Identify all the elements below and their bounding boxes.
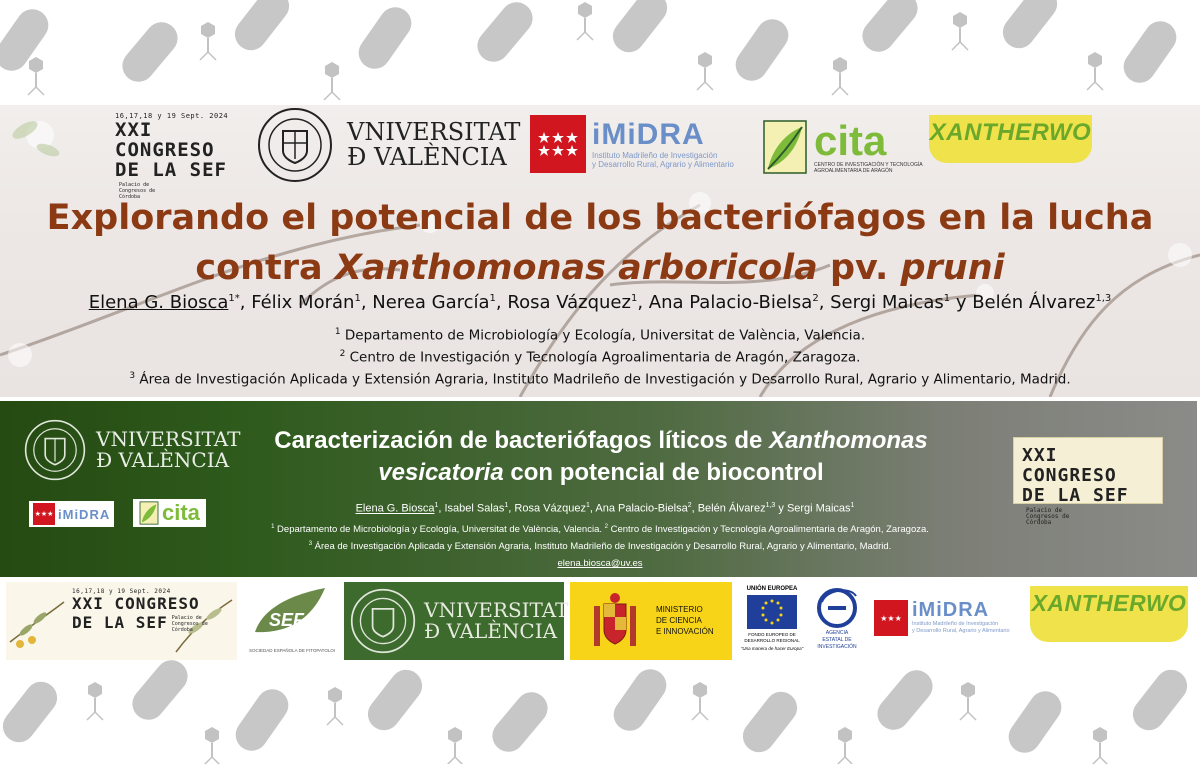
- poster1-affiliation-2: $^2$ Centro de Investigación y Tecnología Agroalimentaria de Aragón, Zaragoza.: [339, 349, 861, 366]
- author-maicas: , Sergi Maicas: [818, 292, 944, 313]
- imidra-desc1: Instituto Madrileño de Investigación: [592, 151, 718, 160]
- pathovar-name: pruni: [900, 248, 1005, 288]
- author-maicas: y Sergi Maicas: [775, 502, 851, 515]
- congreso-subtitle: Palacio de Congresos de Córdoba: [119, 181, 156, 200]
- author-vazquez: , Rosa Vázquez: [508, 502, 586, 515]
- imidra-name: iMiDRA: [592, 118, 705, 151]
- uv-line2: Ð VALÈNCIA: [347, 143, 507, 171]
- cita-desc1: CENTRO DE INVESTIGACIÓN Y TECNOLOGÍA: [814, 162, 923, 168]
- cita-name: cita: [162, 500, 200, 525]
- poster2-title-line2: vesicatoria con potencial de biocontrol: [378, 459, 824, 486]
- strip-uv-logo: [344, 582, 569, 660]
- congreso-line2: DE LA SEF: [115, 159, 227, 181]
- strip-congreso-logo: [6, 582, 237, 660]
- ue-fondo-line2: DESARROLLO REGIONAL: [744, 638, 800, 643]
- poster2-title-line1: Caracterización de bacteriófagos líticos de Xanthomonas: [274, 427, 928, 454]
- cita-desc2: AGROALIMENTARIA DE ARAGÓN: [814, 168, 893, 174]
- cita-logo-small: [133, 499, 206, 527]
- poster2-affiliation-line2: $^3$ Área de Investigación Aplicada y Extensión Agraria, Instituto Madrileño de Investigación y Desarrollo Rural, Agrario y Alimentario, Madrid.: [308, 541, 892, 553]
- strip-union-europea-logo: [738, 582, 806, 660]
- congreso-line2: DE LA SEF: [1022, 485, 1129, 506]
- imidra-logo: [530, 115, 734, 173]
- poster1-affiliation-1: $^1$ Departamento de Microbiología y Ecología, Universitat de València, Valencia.: [334, 327, 866, 344]
- strip-agencia-investigacion-logo: [810, 582, 864, 660]
- congreso-subtitle: Palacio de Congresos de Córdoba: [171, 614, 208, 633]
- strip-sef-logo: [245, 582, 335, 660]
- cita-name: cita: [814, 117, 887, 164]
- ue-fondo-line1: FONDO EUROPEO DE: [748, 632, 796, 637]
- congreso-sef-logo: [115, 112, 245, 200]
- imidra-name: iMiDRA: [58, 506, 111, 522]
- poster1-title-line1: Explorando el potencial de los bacteriófagos en la lucha: [46, 198, 1154, 238]
- madrid-stars-icon: [538, 130, 578, 158]
- ministerio-line1: MINISTERIO: [656, 605, 703, 614]
- cita-logo: [762, 119, 923, 175]
- sef-desc: SOCIEDAD ESPAÑOLA DE FITOPATOLOGÍA: [249, 648, 335, 653]
- agencia-line1: AGENCIA: [825, 630, 849, 636]
- author-alvarez: , Belén Álvarez: [691, 502, 766, 515]
- ministerio-line2: DE CIENCIA: [656, 616, 702, 625]
- agencia-e-icon: [810, 582, 864, 630]
- comunidad-madrid-flag: [530, 115, 586, 173]
- congreso-sef-logo: [72, 588, 212, 633]
- author-garcia: , Nerea García: [360, 292, 490, 313]
- imidra-name: iMiDRA: [912, 599, 990, 621]
- imidra-logo-small: [29, 501, 114, 527]
- congreso-line1: XXI CONGRESO: [115, 119, 215, 161]
- universitat-valencia-logo: [257, 107, 520, 183]
- imidra-desc2: y Desarrollo Rural, Agrario y Alimentario: [592, 160, 734, 169]
- cita-leaf-icon: [762, 119, 808, 175]
- species-name: Xanthomonas arboricola: [334, 248, 818, 288]
- agencia-line3: INVESTIGACIÓN: [817, 644, 857, 650]
- uv-seal-icon: [24, 419, 86, 481]
- uv-line1: VNIVERSITAT: [96, 427, 241, 451]
- congreso-sef-logo: [1022, 446, 1162, 526]
- pattern-top: [0, 0, 1183, 100]
- comunidad-madrid-flag: ★★★: [874, 600, 908, 636]
- imidra-desc2: y Desarrollo Rural, Agrario y Alimentario: [912, 627, 1010, 634]
- eu-flag-icon: [747, 595, 797, 629]
- congreso-line2: DE LA SEF: [72, 613, 168, 632]
- author-palacio: , Ana Palacio-Bielsa: [637, 292, 813, 313]
- universitat-valencia-logo-white: [24, 419, 240, 481]
- poster2-affiliation-line1: $^1$ Departamento de Microbiología y Ecología, Universitat de València, Valencia. $^2$ Centro de Investigación y Tecnología Agroalimentaria de Aragón, Zaragoza.: [271, 524, 929, 536]
- sef-name: SEF: [269, 610, 305, 630]
- xantherwo-logo: [929, 115, 1092, 163]
- strip-ministerio-logo: [570, 582, 732, 660]
- congreso-dates: 16,17,18 y 19 Sept. 2024: [72, 588, 171, 595]
- strip-xantherwo-logo: [1030, 586, 1188, 642]
- contact-email-link[interactable]: elena.biosca@uv.es: [557, 558, 643, 569]
- xantherwo-name: XANTHERWO: [929, 119, 1092, 146]
- uv-seal-icon: [350, 588, 416, 654]
- congreso-line1: XXI CONGRESO: [72, 594, 200, 613]
- poster1-logo-row: [0, 105, 1200, 200]
- pattern-bottom: [0, 654, 1194, 764]
- uv-line1: VNIVERSITAT: [347, 117, 521, 146]
- congreso-dates: 16,17,18 y 19 Sept. 2024: [115, 112, 229, 120]
- strip-imidra-logo: [874, 582, 1024, 660]
- genus-name: Xanthomonas: [769, 427, 928, 454]
- uv-seal-icon: [257, 107, 333, 183]
- sponsor-logo-strip: [0, 582, 1200, 660]
- cita-leaf-icon: [139, 501, 159, 525]
- uv-line2: Ð VALÈNCIA: [96, 448, 230, 472]
- uv-line2: Ð VALÈNCIA: [424, 619, 558, 643]
- ue-title: UNIÓN EUROPEA: [746, 586, 798, 592]
- congreso-sef-logo-box: [1013, 437, 1163, 526]
- author-biosca: Elena G. Biosca: [355, 502, 435, 515]
- uv-line1: VNIVERSITAT: [424, 598, 569, 622]
- poster-explorando: [0, 105, 1200, 397]
- author-biosca: Elena G. Biosca: [88, 292, 229, 313]
- comunidad-madrid-flag: ★★★: [33, 503, 55, 525]
- author-salas: , Isabel Salas: [438, 502, 505, 515]
- author-alvarez: y Belén Álvarez: [950, 292, 1096, 313]
- author-palacio: , Ana Palacio-Bielsa: [589, 502, 688, 515]
- author-moran: , Félix Morán: [239, 292, 355, 313]
- author-vazquez: , Rosa Vázquez: [495, 292, 631, 313]
- spain-coat-of-arms-icon: [590, 592, 640, 652]
- congreso-line1: XXI CONGRESO: [1022, 445, 1117, 486]
- poster2-authors: Elena G. Biosca$^1$, Isabel Salas$^1$, Rosa Vázquez$^1$, Ana Palacio-Bielsa$^2$, Belén Álvarez$^{1,3}$ y Sergi Maicas$^1$: [355, 502, 855, 515]
- poster1-title: [0, 193, 1200, 293]
- poster1-authors: Elena G. Biosca$^{1*}$, Félix Morán$^1$, Nerea García$^1$, Rosa Vázquez$^1$, Ana Palacio-Bielsa$^2$, Sergi Maicas$^1$ y Belén Álvarez$^{1,3}$: [88, 292, 1112, 313]
- poster1-title-line2: contra Xanthomonas arboricola pv. pruni: [195, 248, 1005, 288]
- agencia-line2: ESTATAL DE: [822, 637, 852, 643]
- imidra-desc1: Instituto Madrileño de Investigación: [912, 621, 999, 627]
- poster2-title: [226, 425, 976, 489]
- sef-leaf-icon: [245, 582, 335, 660]
- congreso-subtitle: Palacio de Congresos de Córdoba: [1026, 506, 1070, 526]
- poster-caracterizacion: [0, 401, 1197, 577]
- ue-motto: "Una manera de hacer Europa": [740, 646, 804, 651]
- species-name: vesicatoria: [378, 459, 504, 486]
- ministerio-line3: E INNOVACIÓN: [656, 627, 714, 636]
- poster1-affiliation-3: $^3$ Área de Investigación Aplicada y Extensión Agraria, Instituto Madrileño de Investigación y Desarrollo Rural, Agrario y Alimentario, Madrid.: [129, 371, 1071, 388]
- xantherwo-name: XANTHERWO: [1031, 590, 1187, 616]
